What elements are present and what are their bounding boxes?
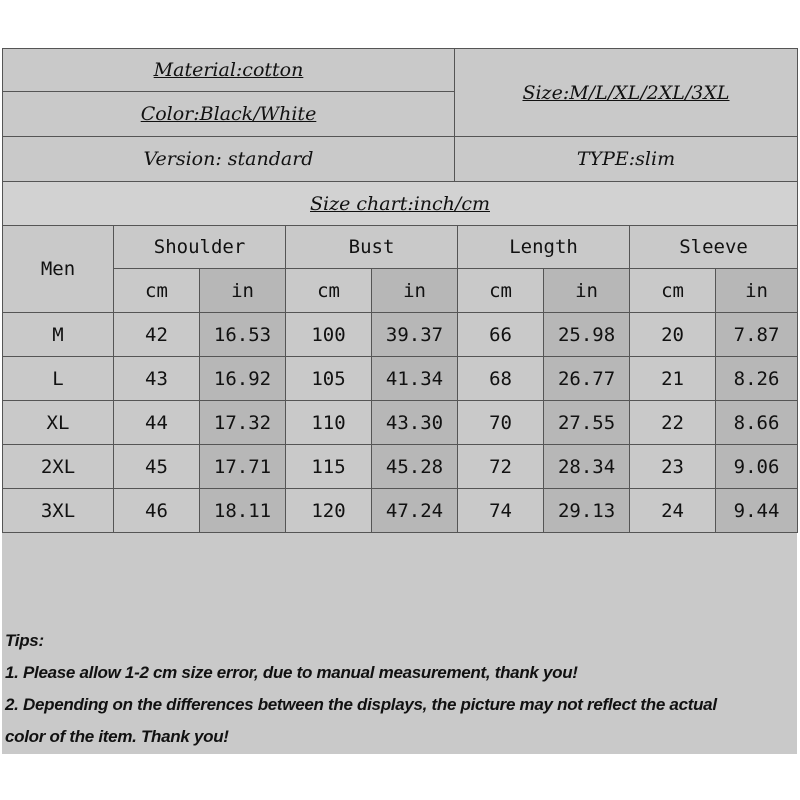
unit-header: in — [372, 269, 458, 313]
type-text: TYPE:slim — [576, 148, 676, 170]
table-cell: 110 — [286, 401, 372, 445]
table-cell: 45.28 — [372, 445, 458, 489]
table-cell: 45 — [114, 445, 200, 489]
material-cell — [3, 49, 455, 92]
size-label: 2XL — [3, 445, 114, 489]
chart-title-cell — [3, 182, 798, 226]
table-cell: 26.77 — [544, 357, 630, 401]
unit-header: cm — [630, 269, 716, 313]
size-label: M — [3, 313, 114, 357]
table-cell: 25.98 — [544, 313, 630, 357]
table-cell: 105 — [286, 357, 372, 401]
table-cell: 23 — [630, 445, 716, 489]
table-cell: 29.13 — [544, 489, 630, 533]
table-cell: 120 — [286, 489, 372, 533]
chart-title: Size chart:inch/cm — [310, 192, 490, 215]
unit-header: in — [544, 269, 630, 313]
table-cell: 22 — [630, 401, 716, 445]
table-cell: 43.30 — [372, 401, 458, 445]
tip-line-1: 1. Please allow 1-2 cm size error, due to manual measurement, thank you! — [5, 663, 578, 682]
table-cell: 70 — [458, 401, 544, 445]
group-header-length: Length — [458, 226, 630, 269]
table-cell: 28.34 — [544, 445, 630, 489]
tips-title: Tips: — [5, 631, 44, 650]
table-cell: 24 — [630, 489, 716, 533]
table-cell: 39.37 — [372, 313, 458, 357]
table-cell: 66 — [458, 313, 544, 357]
table-cell: 21 — [630, 357, 716, 401]
color-cell — [3, 92, 455, 137]
table-cell: 72 — [458, 445, 544, 489]
unit-header: cm — [286, 269, 372, 313]
size-cell — [455, 49, 798, 137]
table-row — [3, 489, 798, 533]
product-info-table — [2, 48, 798, 226]
table-cell: 44 — [114, 401, 200, 445]
table-cell: 46 — [114, 489, 200, 533]
version-text: Version: standard — [143, 148, 314, 170]
unit-header: cm — [458, 269, 544, 313]
table-cell: 9.06 — [716, 445, 798, 489]
size-label: L — [3, 357, 114, 401]
table-cell: 7.87 — [716, 313, 798, 357]
table-cell: 16.53 — [200, 313, 286, 357]
table-cell: 68 — [458, 357, 544, 401]
table-cell: 8.66 — [716, 401, 798, 445]
table-cell: 100 — [286, 313, 372, 357]
table-cell: 17.32 — [200, 401, 286, 445]
table-cell: 16.92 — [200, 357, 286, 401]
table-cell: 42 — [114, 313, 200, 357]
tip-line-3: color of the item. Thank you! — [5, 727, 229, 746]
table-cell: 17.71 — [200, 445, 286, 489]
unit-header: in — [200, 269, 286, 313]
table-cell: 8.26 — [716, 357, 798, 401]
material-text: Material:cotton — [153, 59, 304, 81]
table-cell: 9.44 — [716, 489, 798, 533]
table-row — [3, 401, 798, 445]
table-cell: 74 — [458, 489, 544, 533]
table-cell: 115 — [286, 445, 372, 489]
table-cell: 18.11 — [200, 489, 286, 533]
group-header-sleeve: Sleeve — [630, 226, 798, 269]
size-label: 3XL — [3, 489, 114, 533]
table-cell: 47.24 — [372, 489, 458, 533]
unit-header: in — [716, 269, 798, 313]
size-label: XL — [3, 401, 114, 445]
table-cell: 27.55 — [544, 401, 630, 445]
tips-section — [5, 625, 795, 753]
corner-header: Men — [3, 226, 114, 313]
table-row — [3, 357, 798, 401]
unit-header: cm — [114, 269, 200, 313]
table-cell: 43 — [114, 357, 200, 401]
size-table — [2, 225, 798, 533]
table-cell: 20 — [630, 313, 716, 357]
group-header-bust: Bust — [286, 226, 458, 269]
table-cell: 41.34 — [372, 357, 458, 401]
version-cell — [3, 137, 455, 182]
tip-line-2: 2. Depending on the differences between the displays, the picture may not reflect the actual — [5, 695, 717, 714]
size-text: Size:M/L/XL/2XL/3XL — [522, 81, 730, 104]
color-text: Color:Black/White — [140, 103, 317, 125]
table-row — [3, 445, 798, 489]
group-header-shoulder: Shoulder — [114, 226, 286, 269]
type-cell — [455, 137, 798, 182]
table-row — [3, 313, 798, 357]
